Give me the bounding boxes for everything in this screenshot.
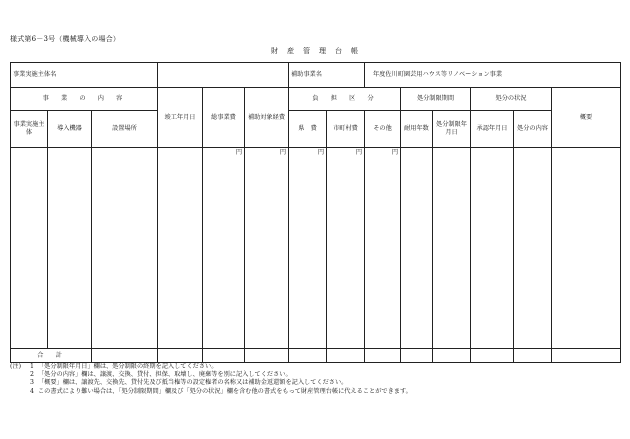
cell-location[interactable] [92, 148, 158, 349]
header-disposal-content: 処分の内容 [514, 111, 552, 148]
page-title: 財 産 管 理 台 帳 [271, 47, 359, 55]
project-name-value: 年度佐川町園芸用ハウス等リノベーション事業 [365, 63, 621, 88]
header-subsidy-cost: 補助対象経費 [245, 88, 289, 148]
header-town: 市町村費 [327, 111, 365, 148]
cell-restriction-end[interactable] [433, 148, 471, 349]
form-identifier: 様式第6－3号（機械導入の場合） [10, 35, 121, 43]
header-location: 設置場所 [92, 111, 158, 148]
notes-prefix: (注) [10, 363, 22, 370]
header-completion-date: 竣工年月日 [158, 88, 203, 148]
header-pref: 県 費 [289, 111, 327, 148]
cell-summary[interactable] [552, 148, 621, 349]
cell-disposal-content[interactable] [514, 148, 552, 349]
org-name-value[interactable] [158, 63, 289, 88]
header-useful-life: 耐用年数 [401, 111, 433, 148]
cell-org[interactable] [11, 148, 48, 349]
header-burden-group: 負 担 区 分 [289, 88, 401, 111]
org-name-label: 事業実施主体名 [11, 63, 158, 88]
header-content-group: 事 業 の 内 容 [11, 88, 158, 111]
cell-equipment[interactable] [48, 148, 92, 349]
header-other: その他 [365, 111, 401, 148]
note-item: 3 「概要」欄は、譲渡先、交換先、貸付先及び抵当権等の設定権者の名称又は補助金返還額を記入してください。 [30, 379, 348, 387]
cell-total-cost[interactable]: 円 [203, 148, 245, 349]
project-name-label: 補助事業名 [289, 63, 365, 88]
header-approval-date: 承認年月日 [471, 111, 514, 148]
notes-section [10, 363, 620, 396]
cell-approval-date[interactable] [471, 148, 514, 349]
header-total-cost: 総事業費 [203, 88, 245, 148]
cell-useful-life[interactable] [401, 148, 433, 349]
total-row [11, 349, 621, 363]
cell-other[interactable]: 円 [365, 148, 401, 349]
header-summary: 概要 [552, 88, 621, 148]
cell-subsidy-cost[interactable]: 円 [245, 148, 289, 349]
header-org: 事業実施主体 [11, 111, 48, 148]
cell-pref[interactable]: 円 [289, 148, 327, 349]
property-ledger-table [10, 62, 621, 363]
cell-town[interactable]: 円 [327, 148, 365, 349]
header-equipment: 導入機器 [48, 111, 92, 148]
header-status-group: 処分の状況 [471, 88, 552, 111]
note-item: (注) 1 「処分制限年月日」欄は、処分制限の終期を記入してください。 [10, 363, 218, 370]
cell-completion-date[interactable] [158, 148, 203, 349]
header-restriction-group: 処分制限期間 [401, 88, 471, 111]
total-label: 合 計 [11, 349, 92, 363]
header-restriction-end: 処分制限年月日 [433, 111, 471, 148]
note-item: 4 この書式により難い場合は、「処分制限期間」欄及び「処分の状況」欄を含む他の書式をもって財産管理台帳に代えることができます。 [30, 387, 412, 395]
table-row [11, 148, 621, 349]
note-item: 2 「処分の内容」欄は、譲渡、交換、貸付、担保、取壊し、廃棄等を別に記入してください。 [30, 371, 292, 379]
